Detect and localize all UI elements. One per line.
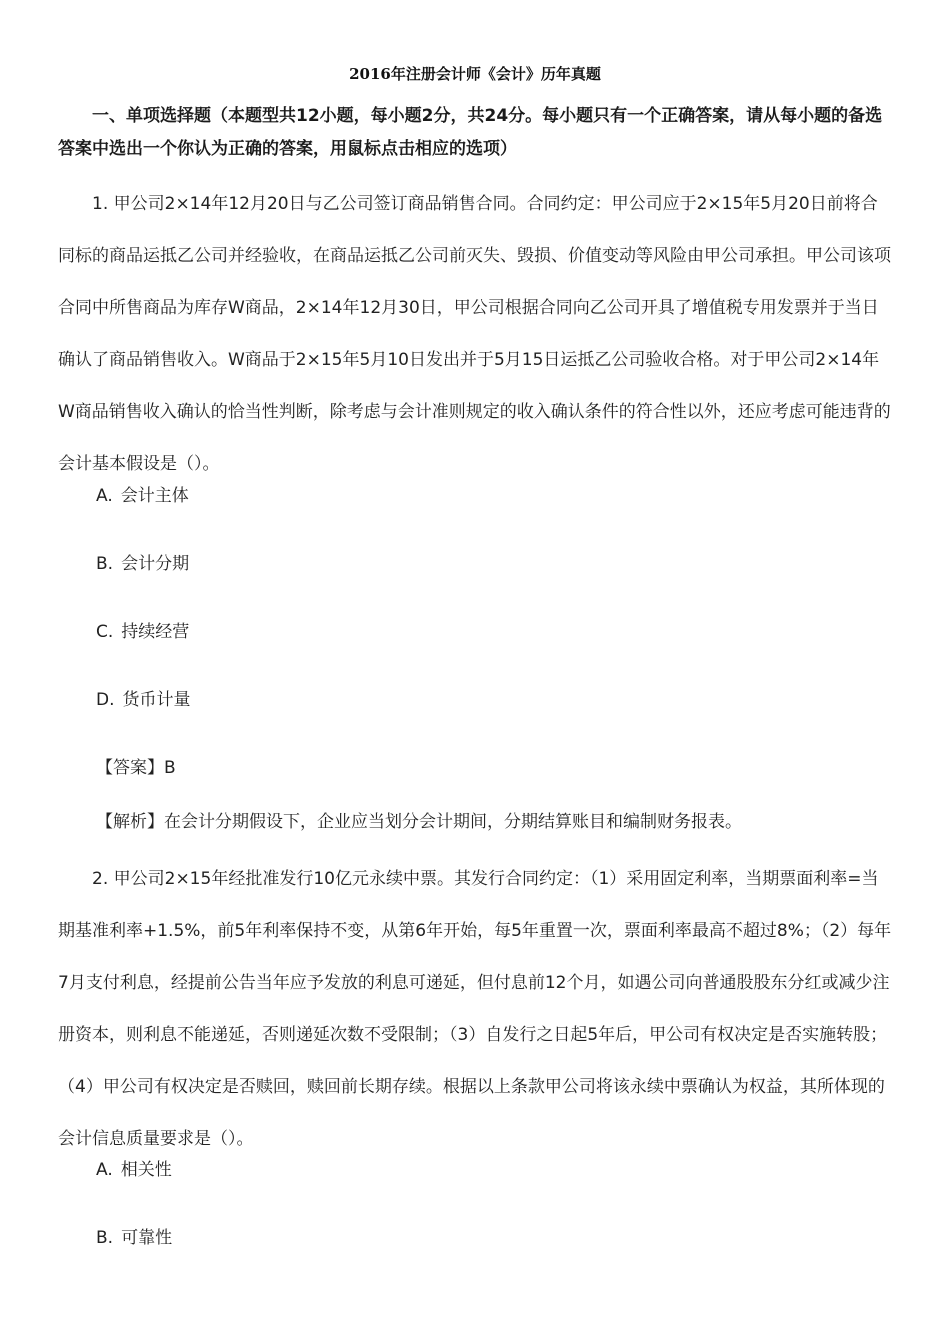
question-1-answer: 【答案】B	[96, 758, 176, 778]
question-1-analysis: 【解析】在会计分期假设下，企业应当划分会计期间，分期结算账目和编制财务报表。	[96, 812, 742, 832]
option-letter: B.	[96, 1228, 114, 1248]
option-text: 会计分期	[121, 554, 190, 574]
option-letter: D.	[96, 690, 115, 710]
option-letter: B.	[96, 554, 114, 574]
option-text: 货币计量	[122, 690, 191, 710]
option-letter: A.	[96, 1160, 113, 1180]
question-1-option-a[interactable]	[96, 482, 189, 510]
option-text: 持续经营	[121, 622, 190, 642]
option-text: 可靠性	[121, 1228, 173, 1248]
question-2-stem: 2. 甲公司2×15年经批准发行10亿元永续中票。其发行合同约定：（1）采用固定利率，当期票面利率=当期基准利率+1.5%，前5年利率保持不变，从第6年开始，每5年重置一次，票面利率最高不超过8%；（2）每年7月支付利息，经提前公告当年应予发放的利息可递延，但付息前12个月，如遇公司向普通股股东分红或减少注册资本，则利息不能递延，否则递延次数不受限制；（3）自发行之日起5年后，甲公司有权决定是否实施转股；（4）甲公司有权决定是否赎回，赎回前长期存续。根据以上条款甲公司将该永续中票确认为权益，其所体现的会计信息质量要求是（）。	[58, 869, 892, 1149]
question-2-option-a[interactable]	[96, 1156, 172, 1184]
document-title: 2016年注册会计师《会计》历年真题	[349, 65, 601, 83]
question-1-stem: 1. 甲公司2×14年12月20日与乙公司签订商品销售合同。合同约定：甲公司应于2×15年5月20日前将合同标的商品运抵乙公司并经验收，在商品运抵乙公司前灭失、毁损、价值变动等风险由甲公司承担。甲公司该项合同中所售商品为库存W商品，2×14年12月30日，甲公司根据合同向乙公司开具了增值税专用发票并于当日确认了商品销售收入。W商品于2×15年5月10日发出并于5月15日运抵乙公司验收合格。对于甲公司2×14年W商品销售收入确认的恰当性判断，除考虑与会计准则规定的收入确认条件的符合性以外，还应考虑可能违背的会计基本假设是（）。	[58, 194, 891, 474]
option-text: 相关性	[120, 1160, 172, 1180]
question-2-option-b[interactable]	[96, 1224, 172, 1252]
option-letter: A.	[96, 486, 113, 506]
question-1-option-b[interactable]	[96, 550, 189, 578]
question-1-option-c[interactable]	[96, 618, 189, 646]
option-text: 会计主体	[120, 486, 189, 506]
option-letter: C.	[96, 622, 114, 642]
section-heading: 一、单项选择题（本题型共12小题，每小题2分，共24分。每小题只有一个正确答案，请从每小题的备选答案中选出一个你认为正确的答案，用鼠标点击相应的选项）	[58, 106, 883, 159]
question-1-option-d[interactable]	[96, 686, 191, 714]
